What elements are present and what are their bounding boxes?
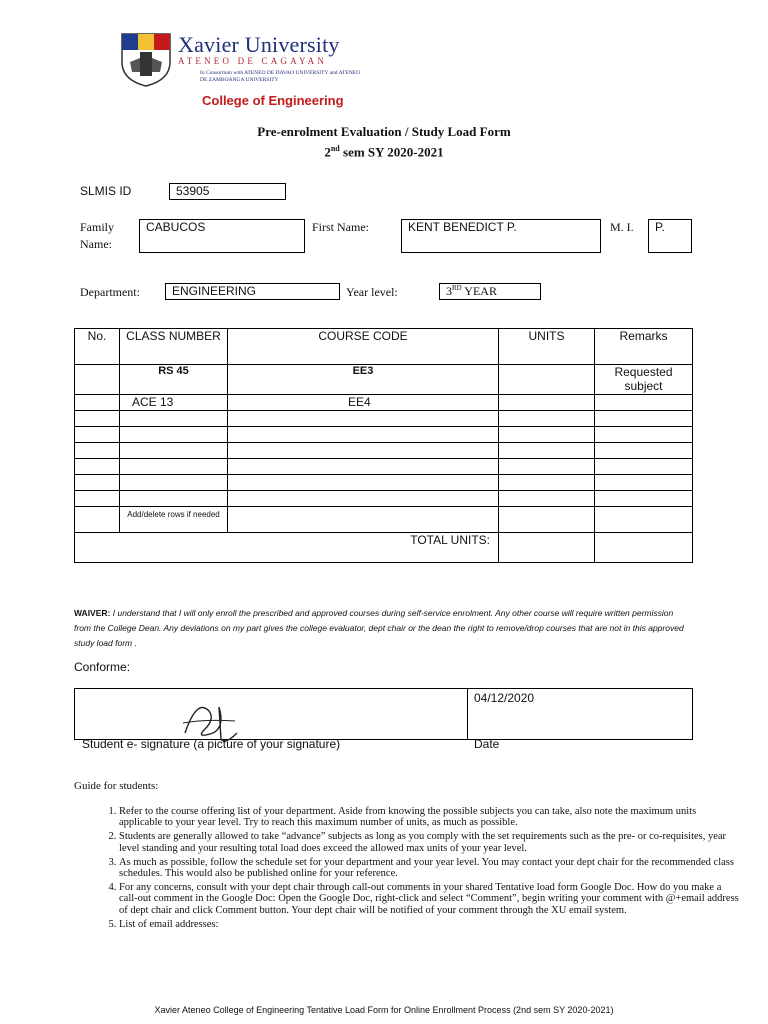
college-name: College of Engineering: [202, 93, 344, 108]
signature-label: Student e- signature (a picture of your signature): [82, 737, 341, 751]
signature-table: [74, 688, 693, 740]
cell-units[interactable]: [499, 395, 595, 411]
date-label: Date: [474, 737, 500, 751]
cell-remarks[interactable]: [595, 395, 693, 411]
table-row: [75, 427, 693, 443]
header-class-number: CLASS NUMBER: [120, 329, 228, 365]
family-name-label: Family Name:: [80, 220, 115, 251]
cell-remarks[interactable]: Requested subject: [595, 365, 693, 395]
department-field[interactable]: ENGINEERING: [165, 283, 340, 300]
mi-field[interactable]: P.: [648, 219, 692, 253]
slmis-field[interactable]: 53905: [169, 183, 286, 200]
department-label: Department:: [80, 285, 140, 299]
list-item: 4. For any concerns, consult with your dept chair through call-out comments in your shared Tentative load form Google Doc. How do you make a call-out comment in the Google Doc: Open the Google Doc, right-click and select “Comment”, begin writing your comment with @+email address of dept chair and click Comment button. Your dept chair will be notified of your comment through the XU email system.: [119, 882, 739, 916]
family-name-field[interactable]: CABUCOS: [139, 219, 305, 253]
cell-class-number[interactable]: ACE 13: [120, 395, 228, 411]
first-name-field[interactable]: KENT BENEDICT P.: [401, 219, 601, 253]
cell-class-number[interactable]: RS 45: [120, 365, 228, 395]
table-row: [75, 507, 693, 533]
table-row: [75, 459, 693, 475]
study-load-table: [74, 328, 693, 563]
university-subtitle: ATENEO DE CAGAYAN: [178, 56, 328, 66]
list-item: 1. Refer to the course offering list of your department. Aside from knowing the possible subjects you can take, also note the maximum units applicable to your year level. Try to reach this maximum number of units, as much as possible.: [119, 806, 739, 828]
mi-label: M. I.: [610, 220, 634, 234]
header-course-code: COURSE CODE: [228, 329, 499, 365]
university-name: Xavier University: [178, 32, 340, 57]
consortium-note: In Consortium with ATENEO DE DAVAO UNIVERSITY and ATENEO DE ZAMBOANGA UNIVERSITY: [200, 70, 361, 83]
guide-title: Guide for students:: [74, 780, 159, 792]
guide-list: [74, 806, 739, 933]
slmis-label: SLMIS ID: [80, 184, 132, 198]
table-row: [75, 491, 693, 507]
total-units-label: TOTAL UNITS:: [75, 533, 499, 563]
add-rows-note: Add/delete rows if needed: [120, 507, 228, 533]
page-footer: Xavier Ateneo College of Engineering Tentative Load Form for Online Enrollment Process (2nd sem SY 2020-2021): [154, 1005, 614, 1015]
table-row: [75, 475, 693, 491]
year-level-field[interactable]: 3RD YEAR: [439, 283, 541, 300]
first-name-label: First Name:: [312, 220, 369, 234]
list-item: 5. List of email addresses:: [119, 919, 739, 930]
signature-cell[interactable]: [75, 689, 468, 740]
table-row: [75, 365, 693, 395]
cell-course-code[interactable]: EE4: [228, 395, 499, 411]
cell-no[interactable]: [75, 395, 120, 411]
cell-course-code[interactable]: EE3: [228, 365, 499, 395]
date-cell[interactable]: 04/12/2020: [468, 689, 693, 740]
cell-units[interactable]: [499, 365, 595, 395]
header-units: UNITS: [499, 329, 595, 365]
year-level-label: Year level:: [346, 285, 398, 299]
table-row: [75, 411, 693, 427]
list-item: 3. As much as possible, follow the schedule set for your department and your year level. You may contact your dept chair for the recommended class schedules. This would also be published online for your reference.: [119, 857, 739, 879]
list-item: 2. Students are generally allowed to take “advance” subjects as long as you comply with the set requirements such as the pre- or co-requisites, year level standing and your resulting total load does exceed the allowed max units of your year level.: [119, 831, 739, 853]
cell-no[interactable]: [75, 365, 120, 395]
form-title: Pre-enrolment Evaluation / Study Load Form: [257, 124, 511, 139]
header-remarks: Remarks: [595, 329, 693, 365]
table-row: [75, 443, 693, 459]
header-no: No.: [75, 329, 120, 365]
waiver-text: WAIVER: I understand that I will only enroll the prescribed and approved courses during self-service enrolment. Any other course will require written permission from the College Dean. Any deviations on my part gives the college evaluator, dept chair or the dean the right to remove/drop courses that are not in this approved study load form .: [74, 608, 684, 648]
table-header-row: [75, 329, 693, 365]
conforme-label: Conforme:: [74, 660, 131, 674]
total-units-value[interactable]: [499, 533, 595, 563]
university-seal-icon: [120, 32, 172, 88]
table-row: [75, 395, 693, 411]
total-units-row: [75, 533, 693, 563]
form-term: 2nd sem SY 2020-2021: [324, 144, 444, 160]
